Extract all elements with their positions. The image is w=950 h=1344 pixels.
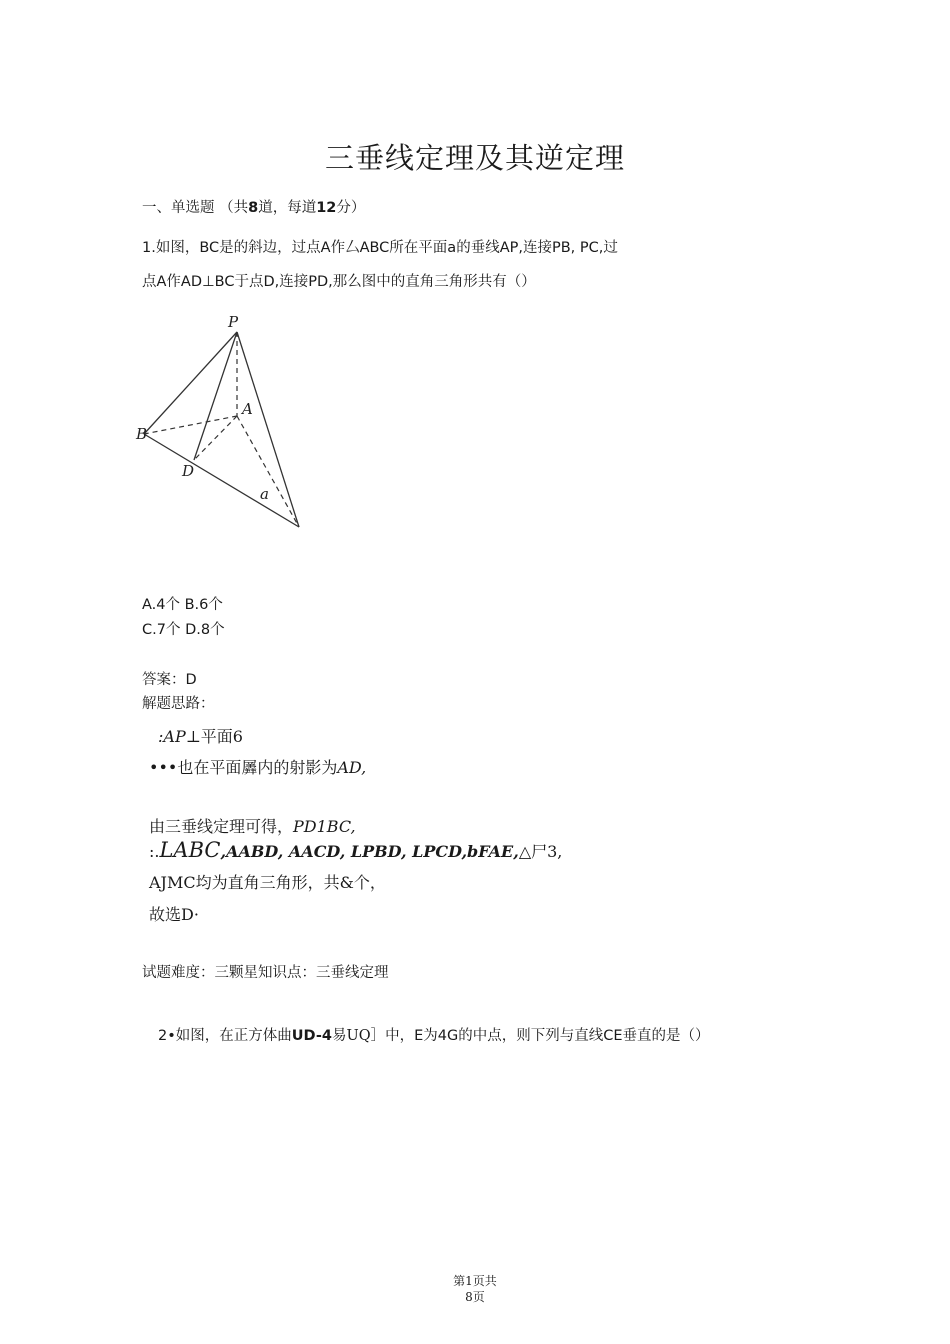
section-prefix: 一、单选题	[142, 200, 215, 216]
question-1-line-1: 1.如图，BC是的斜边，过点A作厶ABC所在平面a的垂线AP,连接PB, PC,过	[142, 240, 618, 256]
edge-bc	[144, 434, 299, 527]
solution-line-5: AJMC均为直角三角形，共&个，	[149, 873, 386, 892]
solution-2-a: •••也在平面羼内的射影为	[149, 758, 338, 777]
solution-3-a: 由三垂线定理可得，	[149, 817, 294, 836]
label-alpha: a	[260, 485, 269, 503]
label-d: D	[182, 462, 195, 480]
solution-line-3	[149, 814, 356, 837]
solution-3-b: PD1BC,	[293, 817, 356, 836]
answer: 答案：D	[142, 672, 197, 688]
section-score: 12	[316, 200, 337, 216]
options-line-1: A.4个 B.6个	[142, 597, 223, 613]
difficulty-line: 试题难度：三颗星知识点：三垂线定理	[142, 965, 389, 981]
options-line-2: C.7个 D.8个	[142, 622, 225, 638]
section-count: 8	[248, 200, 259, 216]
solution-1-b: ⊥平面6	[185, 727, 243, 746]
question-1-line-2: 点A作AD⊥BC于点D,连接PD,那么图中的直角三角形共有（）	[142, 274, 536, 290]
footer-line-1: 第1页共	[453, 1274, 497, 1288]
question-2-rest: 中，E为4G的中点，则下列与直线CE垂直的是（）	[385, 1028, 710, 1044]
solution-line-6: 故选D·	[149, 905, 199, 924]
solution-line-1	[158, 724, 243, 747]
page-footer	[0, 1273, 950, 1305]
solution-4-a: :.	[149, 842, 160, 861]
solution-line-4	[149, 838, 562, 862]
solution-4-d: △尸3,	[518, 842, 563, 861]
solution-line-2	[149, 755, 366, 778]
edge-ac	[237, 416, 299, 527]
question-2	[158, 1024, 710, 1045]
solution-1-a: :AP	[158, 727, 186, 746]
question-2-bold: UD-4	[291, 1028, 332, 1044]
solution-4-c: ,AABD, AACD, LPBD, LPCD,bFAE,	[220, 842, 519, 861]
edge-pd	[194, 332, 237, 460]
label-a: A	[242, 400, 253, 418]
page-title: 三垂线定理及其逆定理	[324, 141, 625, 175]
analysis-label: 解题思路：	[142, 696, 215, 712]
solution-2-b: AD,	[337, 758, 367, 777]
question-2-serif: UQ］	[346, 1028, 386, 1044]
footer-line-2: 8页	[465, 1290, 485, 1304]
question-2-prefix: 2•如图，在正方体曲	[158, 1028, 292, 1044]
question-2-mid: 易	[331, 1028, 347, 1044]
geometry-figure	[132, 310, 312, 540]
section-heading	[142, 196, 365, 217]
section-open: （共	[219, 200, 249, 216]
edge-pb	[144, 332, 237, 434]
label-b: B	[136, 425, 148, 443]
solution-4-b: LABC	[159, 838, 221, 862]
label-p: P	[228, 313, 239, 331]
section-mid: 道，每道	[258, 200, 317, 216]
section-close: 分）	[336, 200, 366, 216]
